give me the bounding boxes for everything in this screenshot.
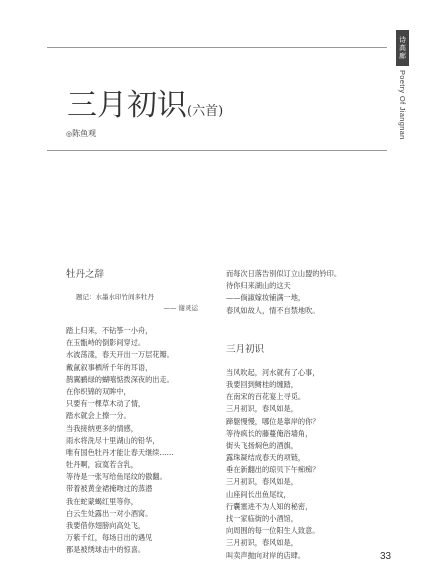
poem2-heading: 三月初识 [226,343,265,355]
poem-line: 鹊翼鹂绿的蝴嘻惦拨深夜的出走。 [66,374,174,384]
poem-line: 等待疯长的藤蔓俺浴墙角， [226,428,313,438]
poem-line: 在你织锦的双眸中， [66,386,131,396]
poem-line: 而每次日落告别似订立山盟的钤印。 [226,269,342,278]
poem-line: 三月初识，春风如是， [226,477,298,487]
epigraph-line: 题记：水墨水印竹间多牡丹 [76,293,154,301]
poem-line: 山座间长出鱼尾纹， [226,489,291,499]
poem-line: 春风如故人，情不自禁地吹。 [226,305,320,315]
left-column [66,268,216,557]
title-main: 三月初识 [67,88,187,123]
page-title [67,80,223,124]
poem-line: 三月初识，春风如是， [226,404,298,414]
poem-line: 牡丹啊，寂寞若含乳， [66,460,138,470]
poem-line: 万紫千红，每场日出的遇见 [66,533,153,543]
poem-line: 行囊塞进不为人知的秘密， [226,501,313,511]
poem-line: 露珠凝结成春天的项链， [226,453,306,463]
poem-line: 我要借你翅膀向高处飞， [66,521,146,530]
poem-line: 蹄躯慢慢，哪位是靠岸的你？ [226,416,320,426]
poem-line: 等待是一张写给鱼尾纹的傲翻。 [66,472,167,482]
poem-line: 带着被黄金裙掩吻过的蒸潜 [66,484,153,494]
poem-line: 向周围的每一位阳生人致意。 [226,526,320,536]
author-mark: ◎ [66,130,73,138]
right-column [226,268,386,562]
english-section-title: Poetry Of Jiangnan [398,70,407,140]
poem-line: 垂在新翻出的琼贝下午痴痴？ [226,465,320,475]
author-name: 陈鱼观 [72,129,97,138]
top-rule [47,47,387,48]
author-byline [66,128,96,139]
poem1-continued [226,268,386,317]
poem-line: 当风吹起，河水就有了心事， [226,367,320,377]
poem1-heading: 牡丹之辞 [66,269,105,280]
poem2-body [226,367,386,562]
page-number: 33 [380,551,392,562]
poem-line: 水波荡漾，春天开出一万层花瓣。 [66,350,174,360]
poem-line: 唯有国色牡丹才能让春天继续…… [66,447,174,457]
poem-line: 在南宋的百花宴上寻觅。 [226,392,306,402]
poem-line: 我要回到鲥桂的缠踏， [226,379,298,389]
poem-line: 只要有一棵草木动了情， [66,399,146,409]
poem-line: 叫卖声抛向对岸的店肆。 [226,550,306,560]
section-tag-label: 诗高廊 [398,36,407,60]
epigraph-attribution: —— 谢灵运 [163,304,198,312]
poem-line: 白云生处露出一对小酒窝。 [66,508,153,518]
poem-line: 踏上归来，不钻筝一小舟， [66,326,153,335]
poem-line: ——倘諔嫁妆铺满一地， [226,293,306,303]
bottom-rule [47,150,387,151]
poem-line: 雨水将洗尽十里湖山的铅华， [66,435,160,445]
poem-line: 三月初识，春风如是， [226,538,298,548]
title-sub: (六首) [187,104,224,119]
poem-line: 戴氤叙事栖所千年的耳语， [66,362,153,372]
section-tag [396,30,409,66]
poem1-epigraph [66,292,216,314]
poem-line: 我在蛇蒙蝎红里等你， [66,496,138,506]
poem-line: 街头飞扬焖色的酒旗， [226,440,298,450]
poem-line: 当我接纳更多的情感， [66,423,138,433]
poem-line: 待你归来湖山的这天 [226,281,291,291]
poem1-body [66,325,216,557]
poem-line: 踏水就会上擦一分。 [66,411,131,421]
poem-line: 在玉甑峙的倒影间穿过。 [66,338,146,348]
poem-line: 都是被绣球击中的惊喜。 [66,545,146,555]
poem-line: 找一家临街的小酒馆， [226,514,298,523]
